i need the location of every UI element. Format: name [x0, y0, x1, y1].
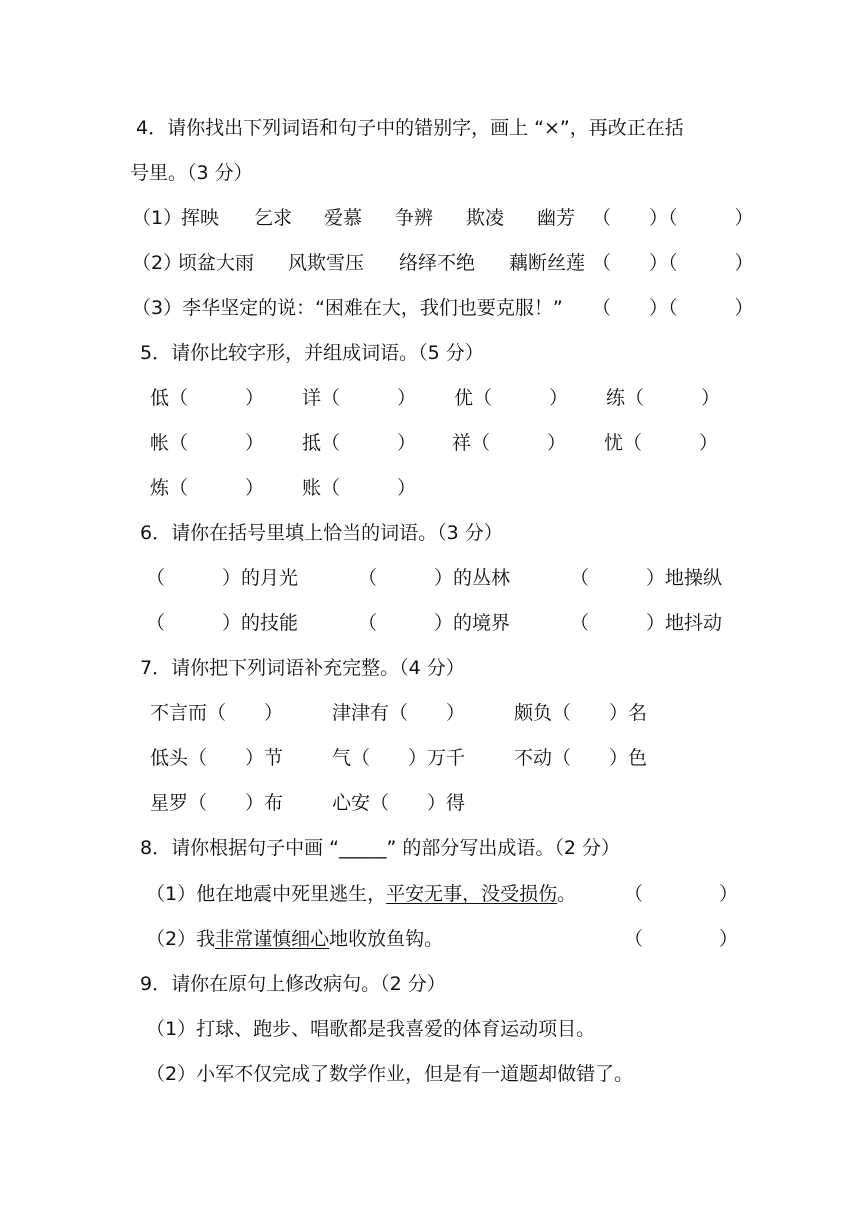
q4-item3-answer-blanks[interactable]: （ ）（ ）	[592, 297, 754, 319]
q4-item1-word-5: 欺凌	[466, 207, 505, 229]
q7-cell[interactable]: 不言而（ ）	[150, 702, 284, 724]
q8-item1-underlined-phrase: 平安无事，没受损伤	[386, 883, 558, 905]
q9-item2-sentence[interactable]: （2）小军不仅完成了数学作业，但是有一道题却做错了。	[146, 1063, 634, 1085]
q4-title-line1: 4．请你找出下列词语和句子中的错别字，画上 “×”，再改正在括	[136, 117, 684, 139]
q8-title: 8．请你根据句子中画 “_____” 的部分写出成语。（2 分）	[140, 837, 620, 859]
q5-title: 5．请你比较字形，并组成词语。（5 分）	[140, 342, 484, 364]
q4-item1-word-3: 爱慕	[324, 207, 363, 229]
q5-cell[interactable]: 账（ ）	[302, 477, 417, 499]
q8-item1-sentence	[146, 880, 576, 908]
q8-item1-answer-blank[interactable]: （ ）	[624, 883, 739, 905]
q7-cell[interactable]: 气（ ）万千	[332, 747, 466, 769]
q6-title: 6．请你在括号里填上恰当的词语。（3 分）	[140, 522, 503, 544]
q9-item1-sentence[interactable]: （1）打球、跑步、唱歌都是我喜爱的体育运动项目。	[146, 1018, 596, 1040]
q4-item2-label: （2）	[132, 252, 183, 274]
q7-cell[interactable]: 低头（ ）节	[150, 747, 284, 769]
q6-cell[interactable]: （ ）地抖动	[570, 612, 723, 634]
q4-item1-label: （1）	[132, 207, 183, 229]
q5-cell[interactable]: 祥（ ）	[452, 432, 567, 454]
q4-item2-word-1: 顷盆大雨	[178, 252, 255, 274]
q7-title: 7．请你把下列词语补充完整。（4 分）	[140, 657, 465, 679]
q6-cell[interactable]: （ ）地操纵	[570, 567, 723, 589]
q8-item2-answer-blank[interactable]: （ ）	[624, 928, 739, 950]
q5-cell[interactable]: 忧（ ）	[604, 432, 719, 454]
q4-item1-word-4: 争辨	[395, 207, 434, 229]
q5-cell[interactable]: 优（ ）	[454, 387, 569, 409]
q5-cell[interactable]: 练（ ）	[606, 387, 721, 409]
q5-cell[interactable]: 详（ ）	[302, 387, 417, 409]
q8-item1-text-after: 。	[557, 883, 577, 905]
q4-item1-word-2: 乞求	[254, 207, 293, 229]
q4-item2-answer-blanks[interactable]: （ ）（ ）	[592, 252, 754, 274]
q5-cell[interactable]: 低（ ）	[150, 387, 265, 409]
q8-item1-text-before: （1）他在地震中死里逃生，	[146, 883, 387, 905]
q7-cell[interactable]: 颇负（ ）名	[514, 702, 648, 724]
q6-cell[interactable]: （ ）的月光	[146, 567, 299, 589]
q5-cell[interactable]: 抵（ ）	[302, 432, 417, 454]
q4-title-line2: 号里。（3 分）	[130, 162, 253, 184]
q7-cell[interactable]: 不动（ ）色	[514, 747, 648, 769]
q8-item2-sentence	[146, 925, 443, 953]
q4-item1-word-1: 挥映	[181, 207, 220, 229]
q8-item2-underlined-phrase: 非常谨慎细心	[215, 928, 330, 950]
q6-cell[interactable]: （ ）的境界	[358, 612, 511, 634]
q8-item2-text-after: 地收放鱼钩。	[329, 928, 444, 950]
q7-cell[interactable]: 星罗（ ）布	[150, 792, 284, 814]
q7-cell[interactable]: 心安（ ）得	[332, 792, 466, 814]
q5-cell[interactable]: 炼（ ）	[150, 477, 265, 499]
q4-item2-word-3: 络绎不绝	[399, 252, 476, 274]
q4-item2-word-4: 藕断丝莲	[509, 252, 586, 274]
q8-item2-text-before: （2）我	[146, 928, 216, 950]
q9-title: 9．请你在原句上修改病句。（2 分）	[140, 973, 446, 995]
q6-cell[interactable]: （ ）的丛林	[358, 567, 511, 589]
q4-item1-answer-blanks[interactable]: （ ）（ ）	[592, 207, 754, 229]
q5-cell[interactable]: 帐（ ）	[150, 432, 265, 454]
q4-item1-word-6: 幽芳	[537, 207, 576, 229]
q4-item2-word-2: 风欺雪压	[288, 252, 365, 274]
q7-cell[interactable]: 津津有（ ）	[332, 702, 466, 724]
q4-item3-sentence: （3）李华坚定的说：“困难在大，我们也要克服！”	[132, 297, 563, 319]
q6-cell[interactable]: （ ）的技能	[146, 612, 299, 634]
